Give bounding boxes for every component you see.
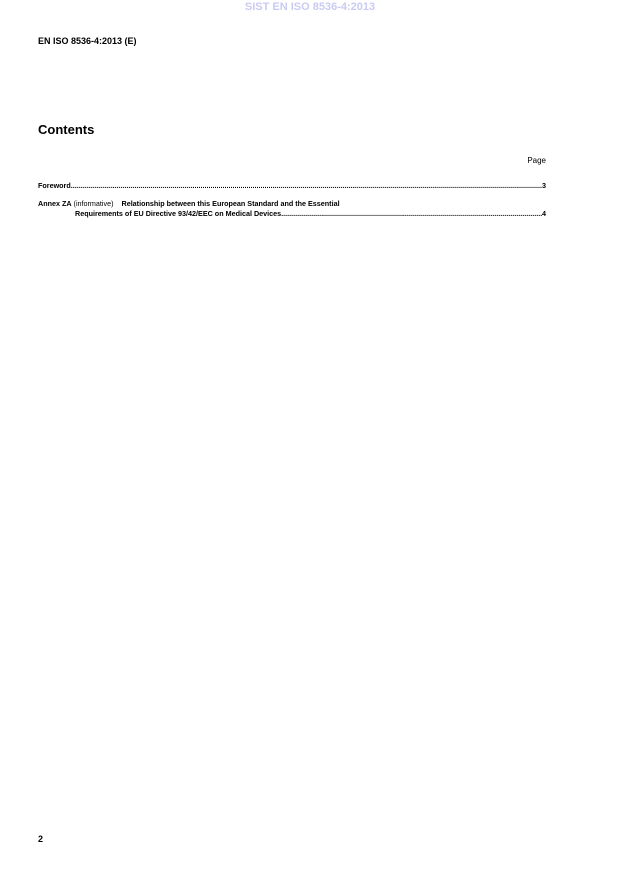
- dot-leader: [71, 181, 542, 190]
- dot-leader: [281, 209, 542, 218]
- toc-entry-label: Foreword: [38, 181, 71, 190]
- page-title: Contents: [38, 122, 95, 137]
- toc-entry-annex-za[interactable]: [38, 199, 546, 218]
- toc-entry-qualifier: (informative): [73, 199, 114, 208]
- toc-entry-label-continued: Requirements of EU Directive 93/42/EEC on Medical Devices: [75, 209, 282, 218]
- page-column-label: Page: [527, 156, 546, 165]
- toc-entry-page: 4: [542, 209, 546, 218]
- toc-entry-page: 3: [542, 181, 546, 190]
- document-header: EN ISO 8536-4:2013 (E): [38, 36, 137, 46]
- toc-entry-label: Relationship between this European Standard and the Essential: [121, 199, 340, 208]
- page-number: 2: [38, 834, 44, 844]
- watermark: SIST EN ISO 8536-4:2013: [244, 1, 376, 13]
- toc-entry-prefix: Annex ZA: [38, 199, 72, 208]
- toc-entry-foreword[interactable]: [38, 181, 546, 190]
